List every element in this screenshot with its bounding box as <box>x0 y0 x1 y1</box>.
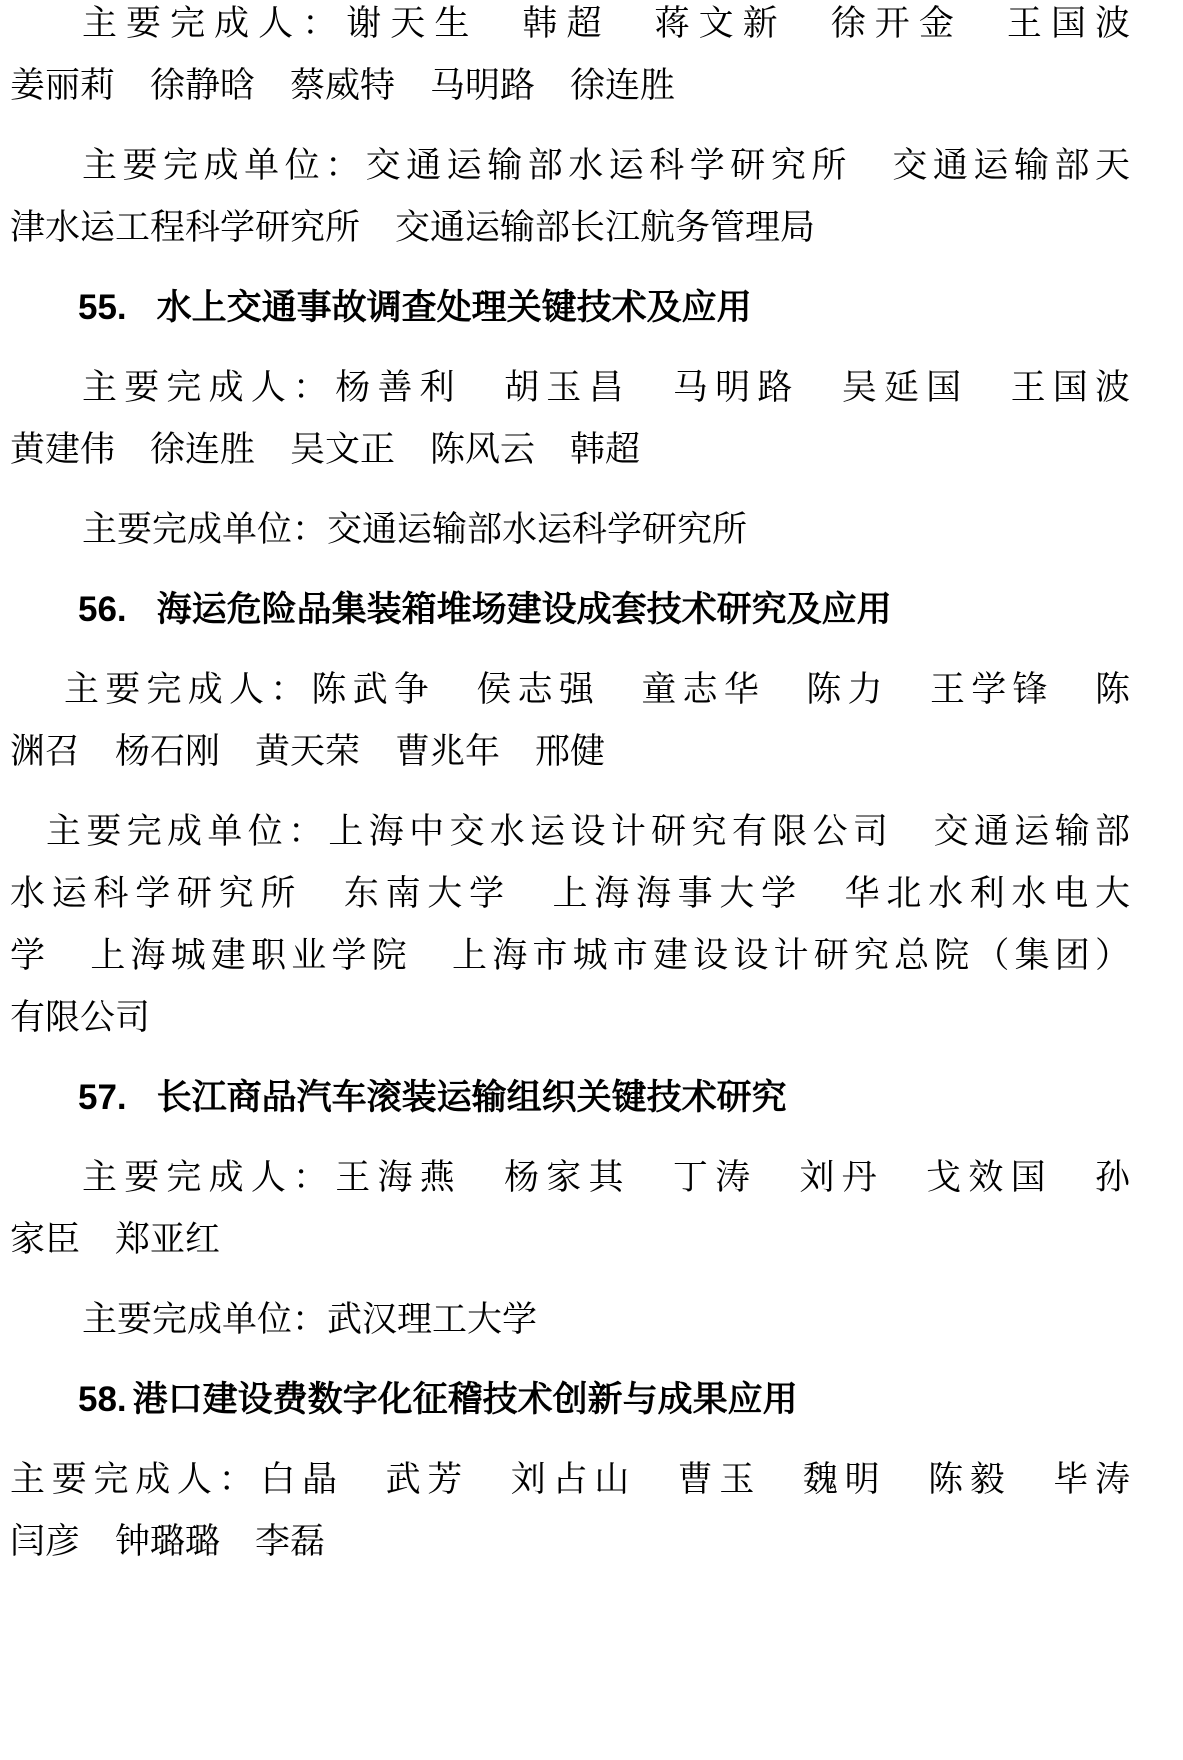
completers-line-cont: 姜丽莉 徐静晗 蔡威特 马明路 徐连胜 <box>10 66 676 106</box>
project-heading-58 <box>78 1368 798 1432</box>
units-line-cont: 有限公司 <box>10 998 151 1038</box>
units-line: 主要完成单位：上海中交水运设计研究有限公司 交通运输部 <box>46 812 1130 852</box>
project-title: 长江商品汽车滚装运输组织关键技术研究 <box>156 1077 787 1118</box>
units-line: 主要完成单位：武汉理工大学 <box>82 1300 538 1340</box>
project-title: 海运危险品集装箱堆场建设成套技术研究及应用 <box>156 589 892 630</box>
project-title: 水上交通事故调查处理关键技术及应用 <box>156 287 752 328</box>
project-heading-56 <box>78 578 892 642</box>
units-line-cont: 津水运工程科学研究所 交通运输部长江航务管理局 <box>10 208 816 248</box>
project-heading-55 <box>78 276 752 340</box>
completers-line: 主要完成人：谢天生 韩超 蒋文新 徐开金 王国波 <box>82 4 1130 44</box>
project-number: 56. <box>78 590 127 629</box>
completers-line-cont: 渊召 杨石刚 黄天荣 曹兆年 邢健 <box>10 732 606 772</box>
completers-line-cont: 家臣 郑亚红 <box>10 1220 221 1260</box>
project-number: 58. <box>78 1380 127 1419</box>
completers-line: 主要完成人：陈武争 侯志强 童志华 陈力 王学锋 陈 <box>64 670 1130 710</box>
completers-line-cont: 黄建伟 徐连胜 吴文正 陈风云 韩超 <box>10 430 641 470</box>
project-number: 57. <box>78 1078 127 1117</box>
completers-line: 主要完成人：白晶 武芳 刘占山 曹玉 魏明 陈毅 毕涛 <box>10 1460 1130 1500</box>
project-heading-57 <box>78 1066 787 1130</box>
units-line-cont: 学 上海城建职业学院 上海市城市建设设计研究总院（集团） <box>10 936 1130 976</box>
units-line-cont: 水运科学研究所 东南大学 上海海事大学 华北水利水电大 <box>10 874 1130 914</box>
completers-line: 主要完成人：王海燕 杨家其 丁涛 刘丹 戈效国 孙 <box>82 1158 1130 1198</box>
project-number: 55. <box>78 288 127 327</box>
completers-line-cont: 闫彦 钟璐璐 李磊 <box>10 1522 326 1562</box>
units-line: 主要完成单位：交通运输部水运科学研究所 <box>82 510 748 550</box>
project-title: 港口建设费数字化征稽技术创新与成果应用 <box>132 1379 798 1420</box>
units-line: 主要完成单位：交通运输部水运科学研究所 交通运输部天 <box>82 146 1130 186</box>
completers-line: 主要完成人：杨善利 胡玉昌 马明路 吴延国 王国波 <box>82 368 1130 408</box>
